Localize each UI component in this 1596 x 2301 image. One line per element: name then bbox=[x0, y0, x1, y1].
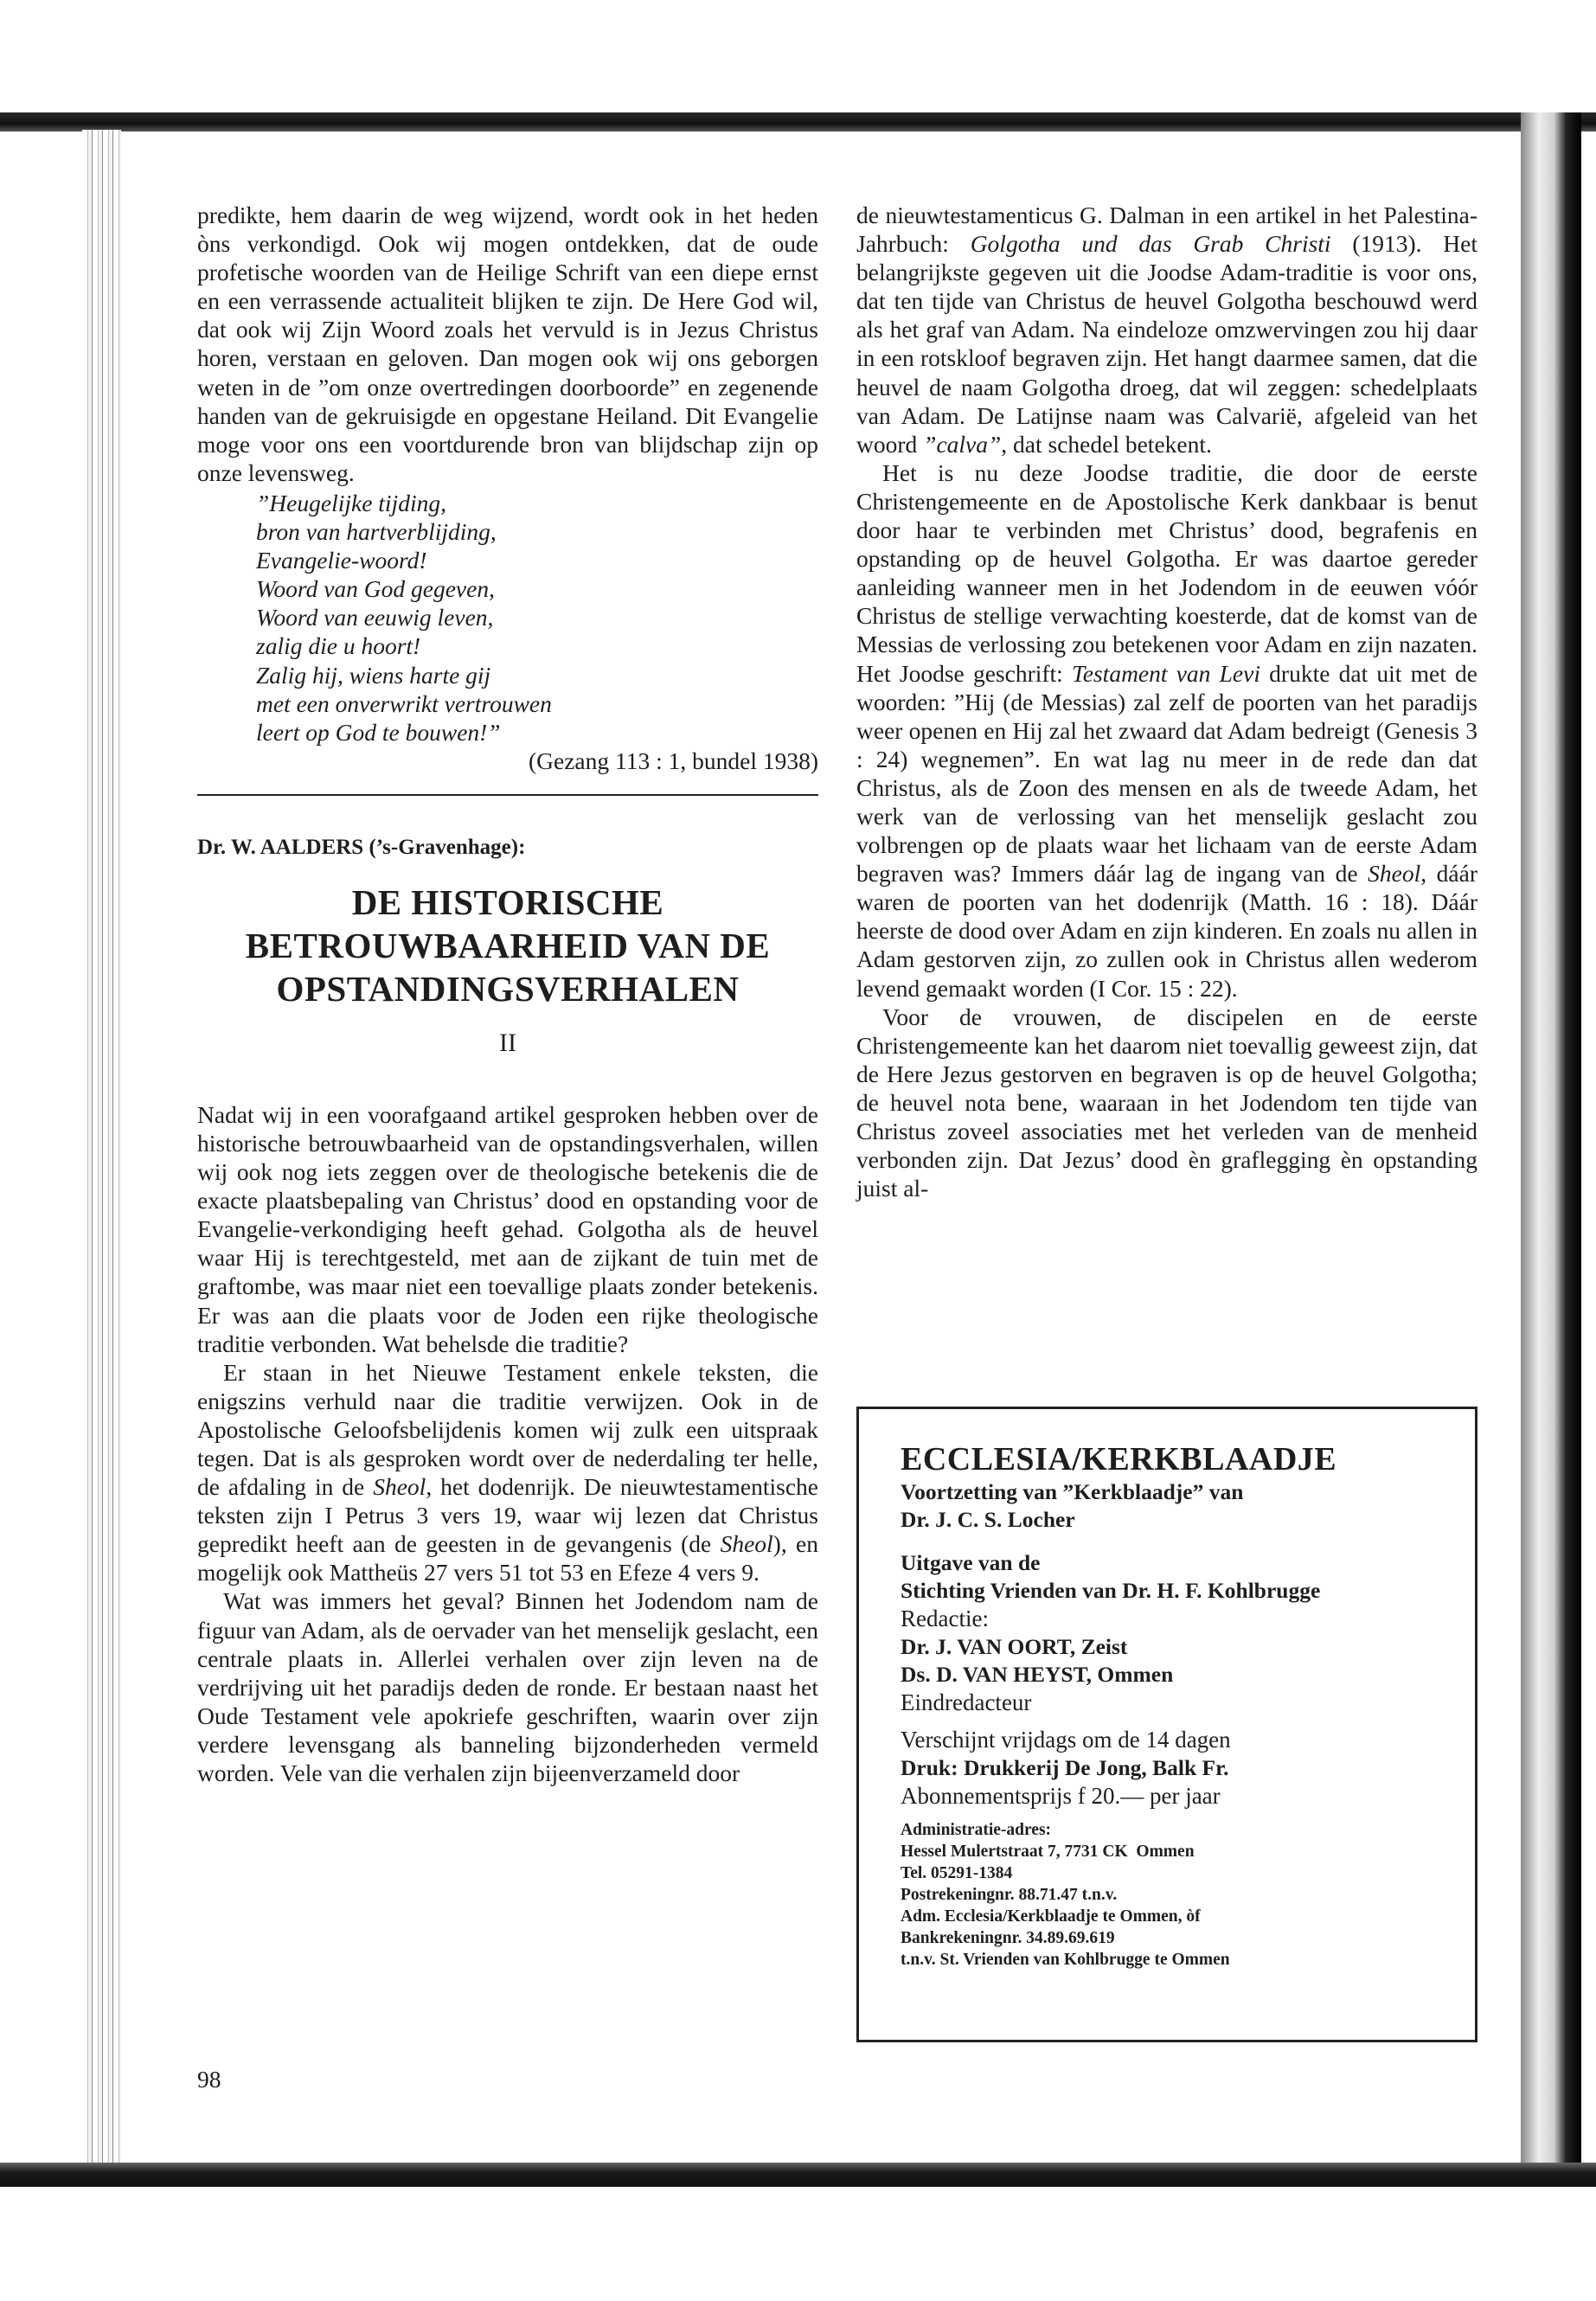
title-line: DE HISTORISCHE bbox=[351, 881, 664, 922]
poem-line: Zalig hij, wiens harte gij bbox=[256, 661, 491, 689]
hymn-poem bbox=[197, 489, 818, 747]
poem-line: leert op God te bouwen!” bbox=[256, 718, 501, 746]
colophon-admin: Adm. Ecclesia/Kerkblaadje te Ommen, òf bbox=[901, 1907, 1201, 1926]
poem-line: Evangelie-woord! bbox=[256, 547, 427, 574]
colophon-frequency: Verschijnt vrijdags om de 14 dagen bbox=[901, 1727, 1231, 1753]
colophon-admin: Tel. 05291-1384 bbox=[901, 1864, 1013, 1882]
colophon-subtitle: Dr. J. C. S. Locher bbox=[901, 1507, 1075, 1532]
intro-paragraph: predikte, hem daarin de weg wijzend, wordt ook in het heden òns verkondigd. Ook wij mogen ontdekken, dat de oude profetische woorden van de Heilige Schrift van een diepe ernst en een verrassende actualiteit blijken te zijn. De Here God wil, dat ook wij Zijn Woord zoals het vervuld is in Jezus Christus horen, verstaan en geloven. Dan mogen ook wij ons geborgen weten in de ”om onze overtredingen doorboorde” en zegenende handen van de gekruisigde en opgestane Heiland. Dit Evangelie moge voor ons een voortdurende bron van blijdschap zijn op onze levensweg. bbox=[197, 202, 818, 486]
colophon-final-editor: Eindredacteur bbox=[901, 1689, 1032, 1715]
title-line: BETROUWBAARHEID VAN DE bbox=[245, 925, 771, 965]
poem-line: Woord van eeuwig leven, bbox=[256, 604, 494, 631]
body-paragraph: de nieuwtestamenticus G. Dalman in een artikel in het Palestina-Jahrbuch: Golgotha und das Grab Christi (1913). Het belangrijkste gegeven uit die Joodse Adam-traditie is voor ons, dat ten tijde van Christus de heuvel Golgotha beschouwd werd als het graf van Adam. Na eindeloze omzwervingen zou hij daar in een rotskloof begraven zijn. Het hangt daarmee samen, dat die heuvel de naam Golgotha droeg, dat wil zeggen: schedelplaats van Adam. De Latijnse naam was Calvarië, afgeleid van het woord ”calva”, dat schedel betekent. bbox=[856, 202, 1477, 458]
section-divider bbox=[197, 794, 818, 796]
poem-line: bron van hartverblijding, bbox=[256, 518, 497, 546]
colophon-printer: Druk: Drukkerij De Jong, Balk Fr. bbox=[901, 1755, 1229, 1780]
right-column bbox=[856, 201, 1477, 1202]
colophon-admin: Hessel Mulertstraat 7, 7731 CK Ommen bbox=[901, 1843, 1195, 1861]
article-title bbox=[197, 881, 818, 1010]
body-paragraph: Voor de vrouwen, de discipelen en de eerste Christengemeente kan het daarom niet toevallig geweest zijn, dat de Here Jezus gestorven en begraven is op de heuvel Golgotha; de heuvel nota bene, waaraan in het Jodendom ten tijde van Christus zoveel associaties met het verleden van de menheid verbonden zijn. Dat Jezus’ dood èn graflegging èn opstanding juist al- bbox=[856, 1003, 1477, 1202]
poem-line: ”Heugelijke tijding, bbox=[256, 489, 446, 516]
colophon-publisher: Uitgave van de bbox=[901, 1550, 1041, 1575]
poem-line: zalig die u hoort! bbox=[256, 632, 421, 660]
colophon-admin: Postrekeningnr. 88.71.47 t.n.v. bbox=[901, 1886, 1118, 1904]
title-line: OPSTANDINGSVERHALEN bbox=[276, 968, 740, 1009]
colophon-admin: t.n.v. St. Vrienden van Kohlbrugge te Ommen bbox=[901, 1951, 1230, 1969]
page-number: 98 bbox=[197, 2066, 221, 2093]
colophon-editor: Dr. J. VAN OORT, Zeist bbox=[901, 1634, 1128, 1659]
colophon-admin: Administratie-adres: bbox=[901, 1821, 1052, 1839]
colophon-subtitle: Voortzetting van ”Kerkblaadje” van bbox=[901, 1479, 1244, 1504]
colophon-editor: Ds. D. VAN HEYST, Ommen bbox=[901, 1662, 1174, 1687]
poem-line: Woord van God gegeven, bbox=[256, 575, 495, 603]
body-paragraph: Er staan in het Nieuwe Testament enkele teksten, die enigszins verhuld naar die traditie verwijzen. Ook in de Apostolische Geloofsbelijdenis komen wij zulk een uitspraak tegen. Dat is als gesproken wordt over de nederdaling ter helle, de afdaling in de Sheol, het dodenrijk. De nieuwtestamentische teksten zijn I Petrus 3 vers 19, waar wij lezen dat Christus gepredikt heeft aan de geesten in de gevangenis (de Sheol), en mogelijk ook Mattheüs 27 vers 51 tot 53 en Efeze 4 vers 9. bbox=[197, 1358, 818, 1586]
colophon-subscription: Abonnementsprijs f 20.— per jaar bbox=[901, 1783, 1221, 1809]
left-column bbox=[197, 201, 818, 1787]
colophon-redactie-label: Redactie: bbox=[901, 1606, 989, 1631]
poem-line: met een onverwrikt vertrouwen bbox=[256, 689, 552, 717]
book-binding-bottom bbox=[0, 2163, 1596, 2187]
page-edges bbox=[82, 130, 121, 2164]
body-paragraph: Nadat wij in een voorafgaand artikel gesproken hebben over de historische betrouwbaarheid van de opstandingsverhalen, willen wij ook nog iets zeggen over de theologische betekenis die de exacte plaatsbepaling van Christus’ dood en opstanding voor de Evangelie-verkondiging heeft gehad. Golgotha als de heuvel waar Hij is terechtgesteld, met aan de zijkant de tuin met de graftombe, was maar niet een toevallige plaats zonder betekenis. Er was aan die plaats voor de Joden een rijke theologische traditie verbonden. Wat behelsde die traditie? bbox=[197, 1100, 818, 1357]
article-part-number: II bbox=[499, 1028, 516, 1057]
colophon-title: ECCLESIA/KERKBLAADJE bbox=[901, 1441, 1337, 1477]
body-paragraph: Het is nu deze Joodse traditie, die door de eerste Christengemeente en de Apostolische Kerk dankbaar is benut door haar te verbinden met Christus’ dood, begrafenis en opstanding op de heuvel Golgotha. Er was daartoe gereder aanleiding wanneer men in het Jodendom in de eeuwen vóór Christus de stellige verwachting koesterde, dat de komst van de Messias de verlossing zou betekenen voor Adam en zijn nazaten. Het Joodse geschrift: Testament van Levi drukte dat uit met de woorden: ”Hij (de Messias) zal zelf de poorten van het paradijs weer openen en Hij zal het zwaard dat Adam bedreigt (Genesis 3 : 24) wegnemen”. En wat lag nu meer in de rede dan dat Christus, als de Zoon des mensen en als de tweede Adam, het werk van de verlossing van het menselijk geslacht zou volbrengen op de plaats waar het lichaam van de eerste Adam begraven was? Immers dáár lag de ingang van de Sheol, dáár waren de poorten van het dodenrijk (Matth. 16 : 18). Dáár heerste de dood over Adam en zijn kinderen. En zoals nu allen in Adam gestorven zijn, zo zullen ook in Christus allen wederom levend gemaakt worden (I Cor. 15 : 22). bbox=[856, 458, 1478, 1002]
article-author: Dr. W. AALDERS (’s-Gravenhage): bbox=[197, 835, 526, 859]
colophon-publisher: Stichting Vrienden van Dr. H. F. Kohlbrugge bbox=[901, 1578, 1321, 1603]
poem-source: (Gezang 113 : 1, bundel 1938) bbox=[528, 747, 818, 774]
colophon-admin: Bankrekeningnr. 34.89.69.619 bbox=[901, 1929, 1115, 1947]
book-binding-right bbox=[1521, 112, 1581, 2187]
book-binding-top bbox=[0, 112, 1596, 131]
body-paragraph: Wat was immers het geval? Binnen het Jodendom nam de figuur van Adam, als de oervader van het menselijk geslacht, een centrale plaats in. Allerlei verhalen over zijn leven na de verdrijving uit het paradijs deden de ronde. Er bestaan naast het Oude Testament vele apokriefe geschriften, waarin over zijn verdere levensgang als banneling bijzonderheden vermeld worden. Vele van die verhalen zijn bijeenverzameld door bbox=[197, 1587, 818, 1787]
colophon-box bbox=[856, 1407, 1477, 2042]
